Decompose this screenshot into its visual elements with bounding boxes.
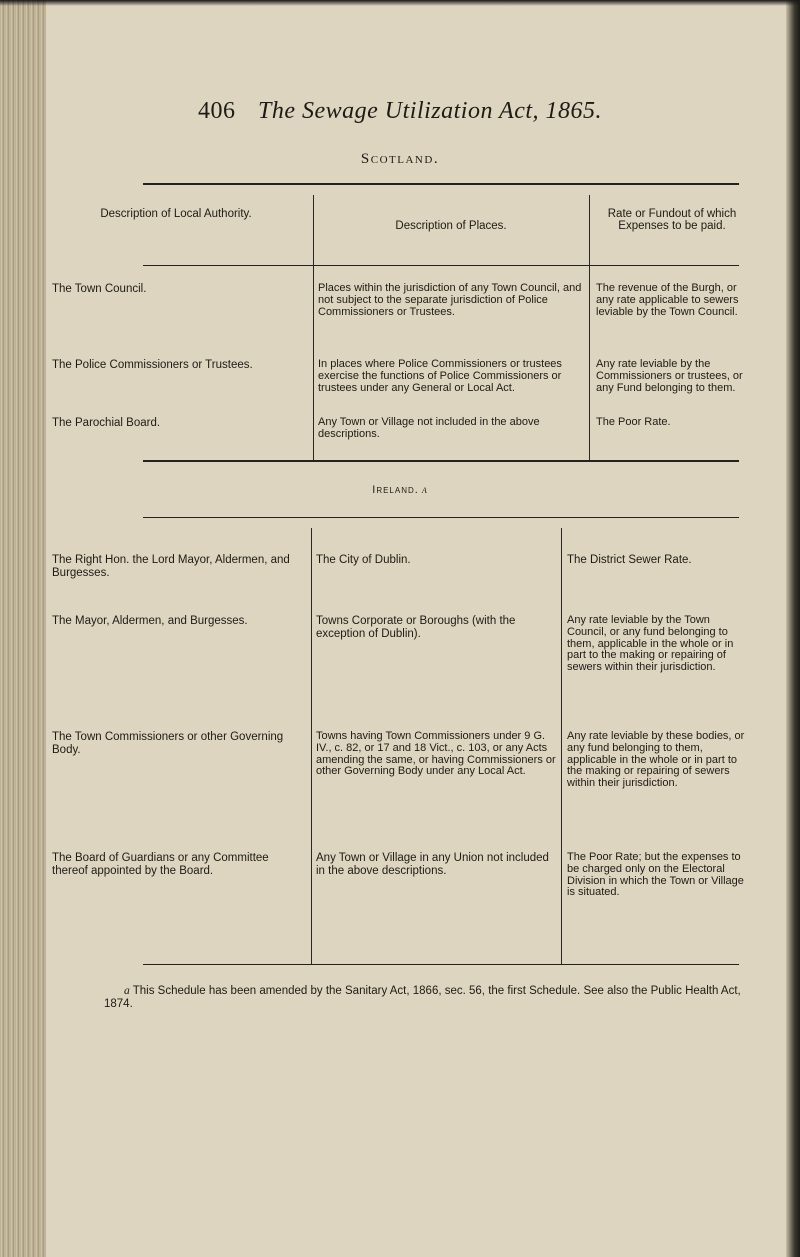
footnote-text: This Schedule has been amended by the Sanitary Act, 1866, sec. 56, the first Schedule. See also the Public Health Act, 1874.: [104, 985, 741, 1010]
column-header-authority: Description of Local Authority.: [100, 208, 252, 220]
ireland-col-divider-2: [561, 528, 562, 964]
ireland-row-2-rate: Any rate leviable by the Town Council, or any fund belonging to them, applicable in the whole or in part to the making or repairing of sewers within their jurisdiction.: [567, 614, 734, 674]
scotland-row-3-places: Any Town or Village not included in the above descriptions.: [318, 416, 540, 440]
scotland-header-rule: [143, 265, 739, 266]
ireland-row-4-places: Any Town or Village in any Union not included in the above descriptions.: [316, 852, 549, 877]
ireland-col-divider-1: [311, 528, 312, 964]
ireland-row-3-authority: The Town Commissioners or other Governing Body.: [52, 731, 284, 756]
ireland-heading: [0, 484, 800, 496]
ireland-row-2-authority: The Mayor, Aldermen, and Burgesses.: [52, 615, 248, 627]
ireland-table-top-rule: [143, 517, 739, 518]
scotland-row-3-authority: The Parochial Board.: [52, 417, 161, 429]
ireland-row-3-places: Towns having Town Commissioners under 9 G. IV., c. 82, or 17 and 18 Vict., c. 103, or any Acts amending the same, or having Commissioners or other Governing Body under any Local Act.: [316, 730, 556, 778]
scotland-row-1-rate: The revenue of the Burgh, or any rate applicable to sewers leviable by the Town Council.: [596, 282, 739, 318]
ireland-table-bottom-rule: [143, 964, 739, 965]
ireland-row-1-places: The City of Dublin.: [316, 554, 411, 566]
scotland-table-bottom-rule: [143, 460, 739, 462]
column-header-rate: Rate or Fundout of which Expenses to be paid.: [607, 208, 737, 232]
column-header-places: Description of Places.: [395, 220, 507, 232]
scotland-table-top-rule: [143, 183, 739, 185]
book-page-edges: [0, 0, 46, 1257]
scotland-row-1-authority: The Town Council.: [52, 283, 147, 295]
page-number: 406: [197, 98, 236, 124]
scotland-row-3-rate: The Poor Rate.: [596, 416, 671, 428]
scotland-row-2-authority: The Police Commissioners or Trustees.: [52, 359, 253, 371]
ireland-row-4-authority: The Board of Guardians or any Committee thereof appointed by the Board.: [52, 852, 269, 877]
ireland-row-1-authority: The Right Hon. the Lord Mayor, Aldermen, and Burgesses.: [52, 554, 290, 579]
ireland-row-2-places: Towns Corporate or Boroughs (with the exception of Dublin).: [316, 615, 516, 640]
scotland-col-divider-1: [313, 195, 314, 460]
ireland-row-4-rate: The Poor Rate; but the expenses to be charged only on the Electoral Division in which the Town or Village is situated.: [567, 851, 744, 899]
book-right-edge: [786, 0, 800, 1257]
footnote: [104, 985, 744, 1011]
scan-shadow: [0, 0, 800, 6]
scotland-row-2-rate: Any rate leviable by the Commissioners or trustees, or any Fund belonging to them.: [596, 358, 743, 394]
scotland-heading: Scotland.: [360, 151, 440, 167]
ireland-footnote-mark: a: [421, 484, 428, 496]
scotland-row-2-places: In places where Police Commissioners or trustees exercise the functions of Police Commissioners or trustees under any General or Local Act.: [318, 358, 562, 394]
scotland-col-divider-2: [589, 195, 590, 460]
footnote-mark: a: [124, 985, 130, 997]
scotland-row-1-places: Places within the jurisdiction of any Town Council, and not subject to the separate jurisdiction of Police Commissioners or Trustees.: [318, 282, 582, 318]
ireland-row-3-rate: Any rate leviable by these bodies, or any fund belonging to them, applicable in the whole or in part to the making or repairing of sewers within their jurisdiction.: [567, 730, 745, 790]
running-header: [0, 98, 800, 125]
ireland-title: Ireland.: [372, 484, 419, 496]
ireland-row-1-rate: The District Sewer Rate.: [567, 554, 692, 566]
running-title: The Sewage Utilization Act, 1865.: [257, 98, 603, 124]
